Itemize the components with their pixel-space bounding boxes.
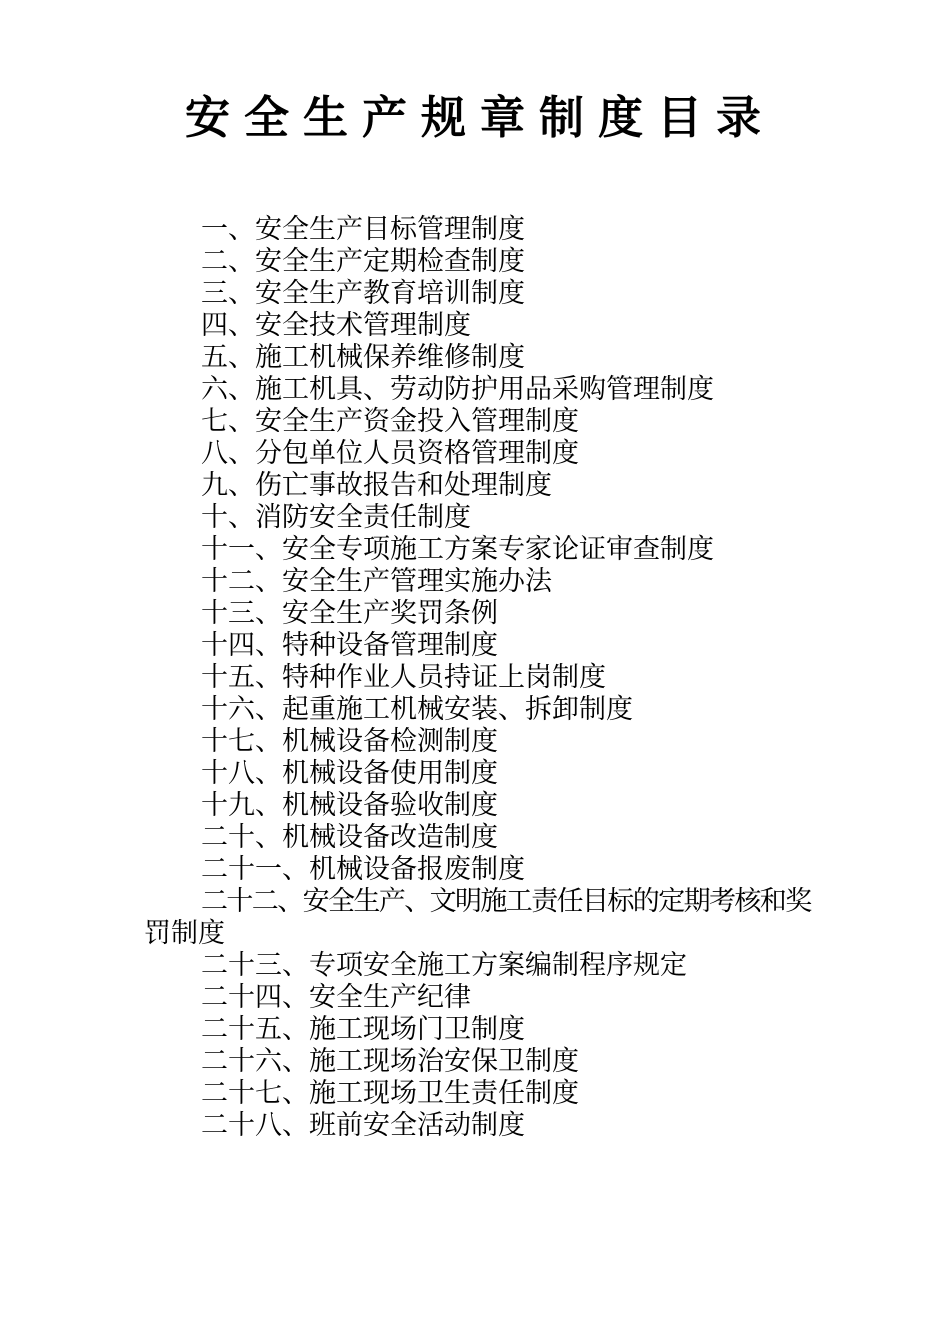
document-title: 安全生产规章制度目录 [184,91,775,144]
list-item-line-continued: 罚制度 [144,918,225,949]
list-item: 四、安全技术管理制度 [201,310,471,341]
list-item-line: 二十二、安全生产、文明施工责任目标的定期考核和奖 [201,886,811,917]
list-item: 二十六、施工现场治安保卫制度 [201,1046,579,1077]
list-item: 十五、特种作业人员持证上岗制度 [201,662,606,693]
list-item: 十八、机械设备使用制度 [201,758,498,789]
list-item: 十七、机械设备检测制度 [201,726,498,757]
list-item: 二十一、机械设备报废制度 [201,854,525,885]
list-item: 二十五、施工现场门卫制度 [201,1014,525,1045]
list-item: 二十、机械设备改造制度 [201,822,498,853]
regulation-list [0,214,950,1142]
list-item: 十二、安全生产管理实施办法 [201,566,552,597]
list-item: 七、安全生产资金投入管理制度 [201,406,579,437]
list-item: 十三、安全生产奖罚条例 [201,598,498,629]
list-item: 十、消防安全责任制度 [201,502,471,533]
list-item: 十四、特种设备管理制度 [201,630,498,661]
list-item: 二十八、班前安全活动制度 [201,1110,525,1141]
list-item: 十六、起重施工机械安装、拆卸制度 [201,694,633,725]
list-item: 二十三、专项安全施工方案编制程序规定 [201,950,687,981]
list-item: 三、安全生产教育培训制度 [201,278,525,309]
list-item: 八、分包单位人员资格管理制度 [201,438,579,469]
list-item: 九、伤亡事故报告和处理制度 [201,470,552,501]
list-item: 十一、安全专项施工方案专家论证审查制度 [201,534,714,565]
list-item: 十九、机械设备验收制度 [201,790,498,821]
list-item: 二、安全生产定期检查制度 [201,246,525,277]
list-item: 五、施工机械保养维修制度 [201,342,525,373]
list-item: 一、安全生产目标管理制度 [201,214,525,245]
list-item: 二十四、安全生产纪律 [201,982,471,1013]
list-item: 六、施工机具、劳动防护用品采购管理制度 [201,374,714,405]
list-item: 二十七、施工现场卫生责任制度 [201,1078,579,1109]
list-item [0,886,950,950]
